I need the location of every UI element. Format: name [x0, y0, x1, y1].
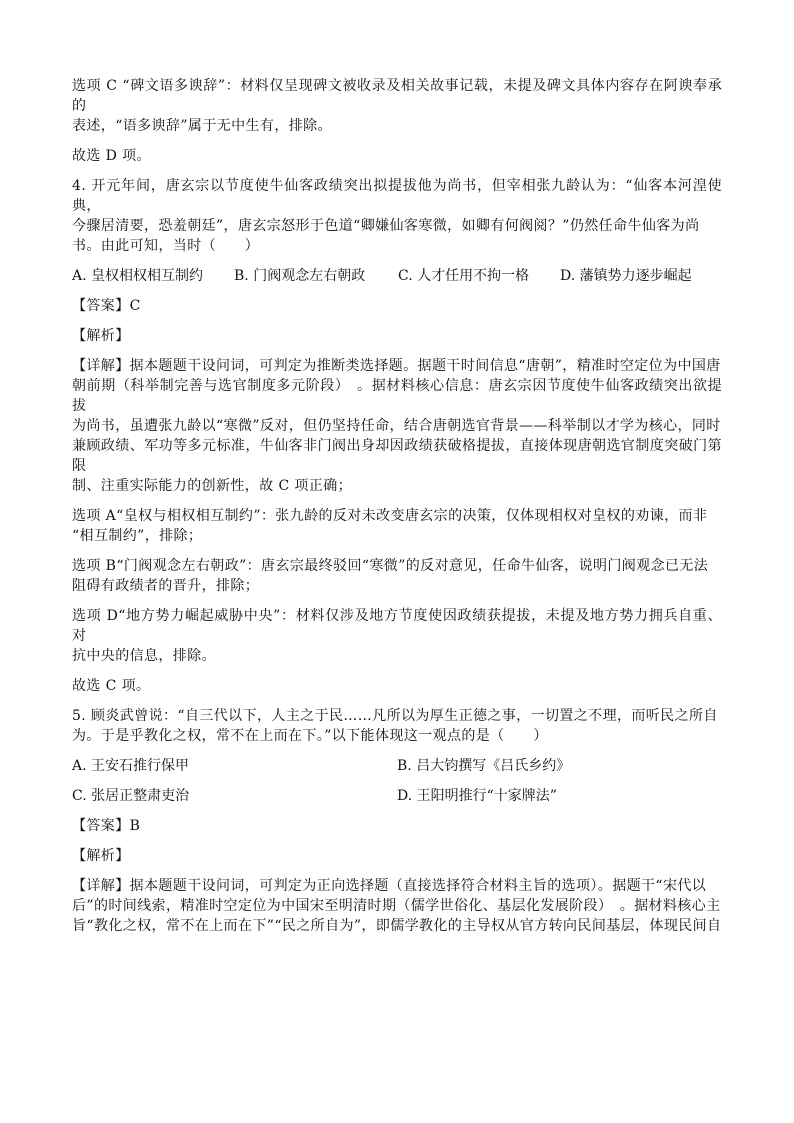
text-line: 4. 开元年间，唐玄宗以节度使牛仙客政绩突出拟提拔他为尚书，但宰相张九龄认为：“仙客本河湟使典，	[72, 178, 722, 214]
text-line: 选项 B“门阀观念左右朝政”：唐玄宗最终驳回“寒微”的反对意见，任命牛仙客，说明门阀观念已无法	[72, 558, 709, 574]
text-line: 阻碍有政绩者的晋升，排除；	[72, 578, 260, 594]
text-line: 为尚书，虽遭张九龄以“寒微”反对，但仍坚持任命，结合唐朝选官背景——科举制以才学为核心，同时	[72, 418, 721, 434]
text-line: 表述，“语多谀辞”属于无中生有，排除。	[72, 118, 332, 134]
question-5-stem	[72, 706, 722, 746]
question-4-option-b-analysis	[72, 556, 722, 596]
option-d: D. 藩镇势力逐步崛起	[560, 268, 692, 284]
text-line: 兼顾政绩、军功等多元标准，牛仙客非门阀出身却因政绩获破格提拔，直接体现唐朝选官制度突破门第限	[72, 438, 722, 474]
text-line: 为。于是乎教化之权，常不在上而在下。”以下能体现这一观点的是（ ）	[72, 728, 548, 744]
option-a: A. 王安石推行保甲	[72, 758, 190, 774]
option-d: D. 王阳明推行“十家牌法”	[397, 788, 557, 804]
paragraph-conclusion-c: 故选 C 项。	[72, 678, 151, 694]
text-line: 今骤居清要，恐羞朝廷”，唐玄宗怒形于色道“卿嫌仙客寒微，如卿有何阀阅？”仍然任命牛仙客为尚	[72, 218, 700, 234]
text-line: 选项 D“地方势力崛起威胁中央”：材料仅涉及地方节度使因政绩获提拔，未提及地方势力拥兵自重、对	[72, 608, 722, 644]
text-line: 选项 C “碑文语多谀辞”：材料仅呈现碑文被收录及相关故事记载，未提及碑文具体内容存在阿谀奉承的	[72, 78, 722, 114]
text-line: 制、注重实际能力的创新性，故 C 项正确；	[72, 478, 353, 494]
question-4-options	[72, 266, 722, 286]
paragraph-option-c-analysis	[72, 76, 722, 136]
option-b: B. 门阀观念左右朝政	[234, 268, 366, 284]
option-a: A. 皇权相权相互制约	[72, 268, 204, 284]
text-line: 选项 A“皇权与相权相互制约”：张九龄的反对未改变唐玄宗的决策，仅体现相权对皇权的劝谏，而非	[72, 508, 708, 524]
analysis-label: 【解析】	[72, 328, 130, 344]
paragraph-conclusion-d: 故选 D 项。	[72, 148, 151, 164]
question-4-option-a-analysis	[72, 506, 722, 546]
question-4-option-d-analysis	[72, 606, 722, 666]
text-line: 【详解】据本题题干设问词，可判定为推断类选择题。据题干时间信息“唐朝”，精准时空定位为中国唐	[72, 358, 721, 374]
option-b: B. 吕大钧撰写《吕氏乡约》	[397, 758, 571, 774]
answer-label: 【答案】C	[72, 298, 141, 314]
text-line: 5. 顾炎武曾说：“自三代以下，人主之于民……凡所以为厚生正德之事，一切置之不理，而听民之所自	[72, 708, 718, 724]
question-5-options-row-2	[72, 786, 722, 806]
text-line: 旨“教化之权，常不在上而在下”“民之所自为”，即儒学教化的主导权从官方转向民间基层，体现民间自	[72, 918, 722, 934]
text-line: 朝前期（科举制完善与选官制度多元阶段） 。据材料核心信息：唐玄宗因节度使牛仙客政绩突出欲提拔	[72, 378, 722, 414]
document-page	[72, 76, 722, 946]
text-line: 书。由此可知，当时（ ）	[72, 238, 260, 254]
text-line: 【详解】据本题题干设问词，可判定为正向选择题（直接选择符合材料主旨的选项）。据题干“宋代以	[72, 878, 707, 894]
option-c: C. 人才任用不拘一格	[398, 268, 530, 284]
question-5-options-row-1	[72, 756, 722, 776]
text-line: “相互制约”，排除；	[72, 528, 203, 544]
text-line: 抗中央的信息，排除。	[72, 648, 216, 664]
text-line: 后”的时间线索，精准时空定位为中国宋至明清时期（儒学世俗化、基层化发展阶段） 。据材料核心主	[72, 898, 721, 914]
answer-label: 【答案】B	[72, 818, 141, 834]
question-4-stem	[72, 176, 722, 256]
analysis-label: 【解析】	[72, 848, 130, 864]
option-c: C. 张居正整肃吏治	[72, 788, 190, 804]
question-5-detail	[72, 876, 722, 936]
question-4-detail	[72, 356, 722, 496]
